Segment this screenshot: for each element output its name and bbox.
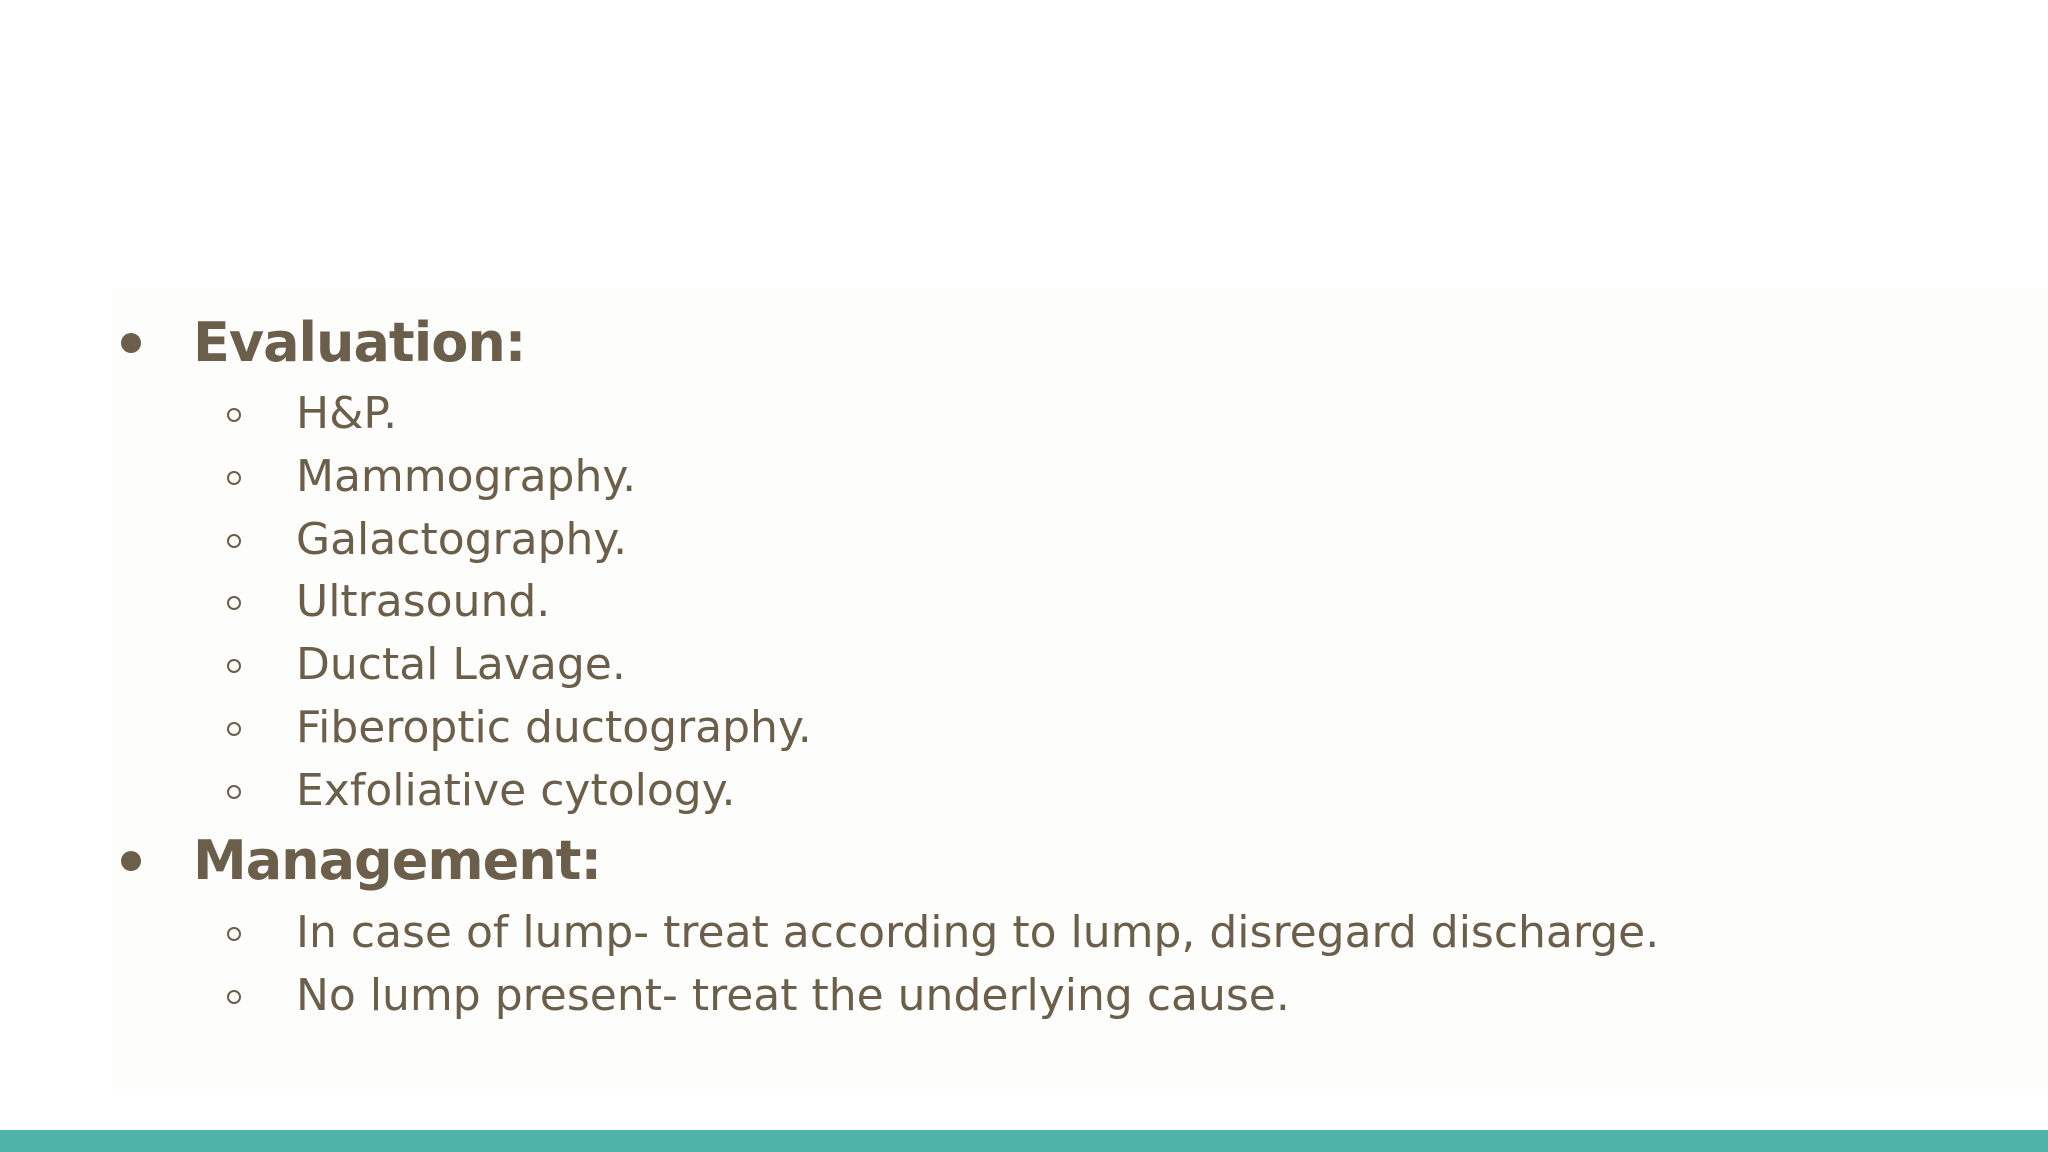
- list-item-text: H&P.: [296, 388, 398, 439]
- hollow-bullet-icon: [227, 990, 241, 1004]
- list-item: [0, 447, 1800, 507]
- bullet-dot-icon: [121, 851, 141, 871]
- hollow-bullet-icon: [227, 596, 241, 610]
- hollow-bullet-icon: [227, 722, 241, 736]
- list-item-text: Mammography.: [296, 451, 637, 502]
- list-item: [0, 384, 1800, 444]
- list-item: [0, 510, 1800, 570]
- bullet-evaluation: [0, 303, 1600, 383]
- section-heading: Evaluation:: [193, 311, 526, 374]
- list-item-text: In case of lump- treat according to lump, disregard discharge.: [296, 907, 1660, 958]
- list-item: [0, 966, 1800, 1026]
- section-heading: Management:: [193, 829, 602, 892]
- hollow-bullet-icon: [227, 785, 241, 799]
- list-item-text: Ultrasound.: [296, 576, 551, 627]
- hollow-bullet-icon: [227, 534, 241, 548]
- list-item: [0, 903, 1800, 963]
- list-item-text: Exfoliative cytology.: [296, 765, 736, 816]
- list-item-text: Fiberoptic ductography.: [296, 702, 812, 753]
- hollow-bullet-icon: [227, 408, 241, 422]
- bullet-management: [0, 821, 1600, 901]
- list-item-text: Galactography.: [296, 514, 628, 565]
- list-item: [0, 635, 1800, 695]
- list-item: [0, 698, 1800, 758]
- hollow-bullet-icon: [227, 471, 241, 485]
- footer-accent-bar: [0, 1130, 2048, 1152]
- list-item-text: No lump present- treat the underlying cause.: [296, 970, 1290, 1021]
- bullet-dot-icon: [121, 333, 141, 353]
- list-item: [0, 761, 1800, 821]
- hollow-bullet-icon: [227, 927, 241, 941]
- hollow-bullet-icon: [227, 659, 241, 673]
- list-item: [0, 572, 1800, 632]
- list-item-text: Ductal Lavage.: [296, 639, 626, 690]
